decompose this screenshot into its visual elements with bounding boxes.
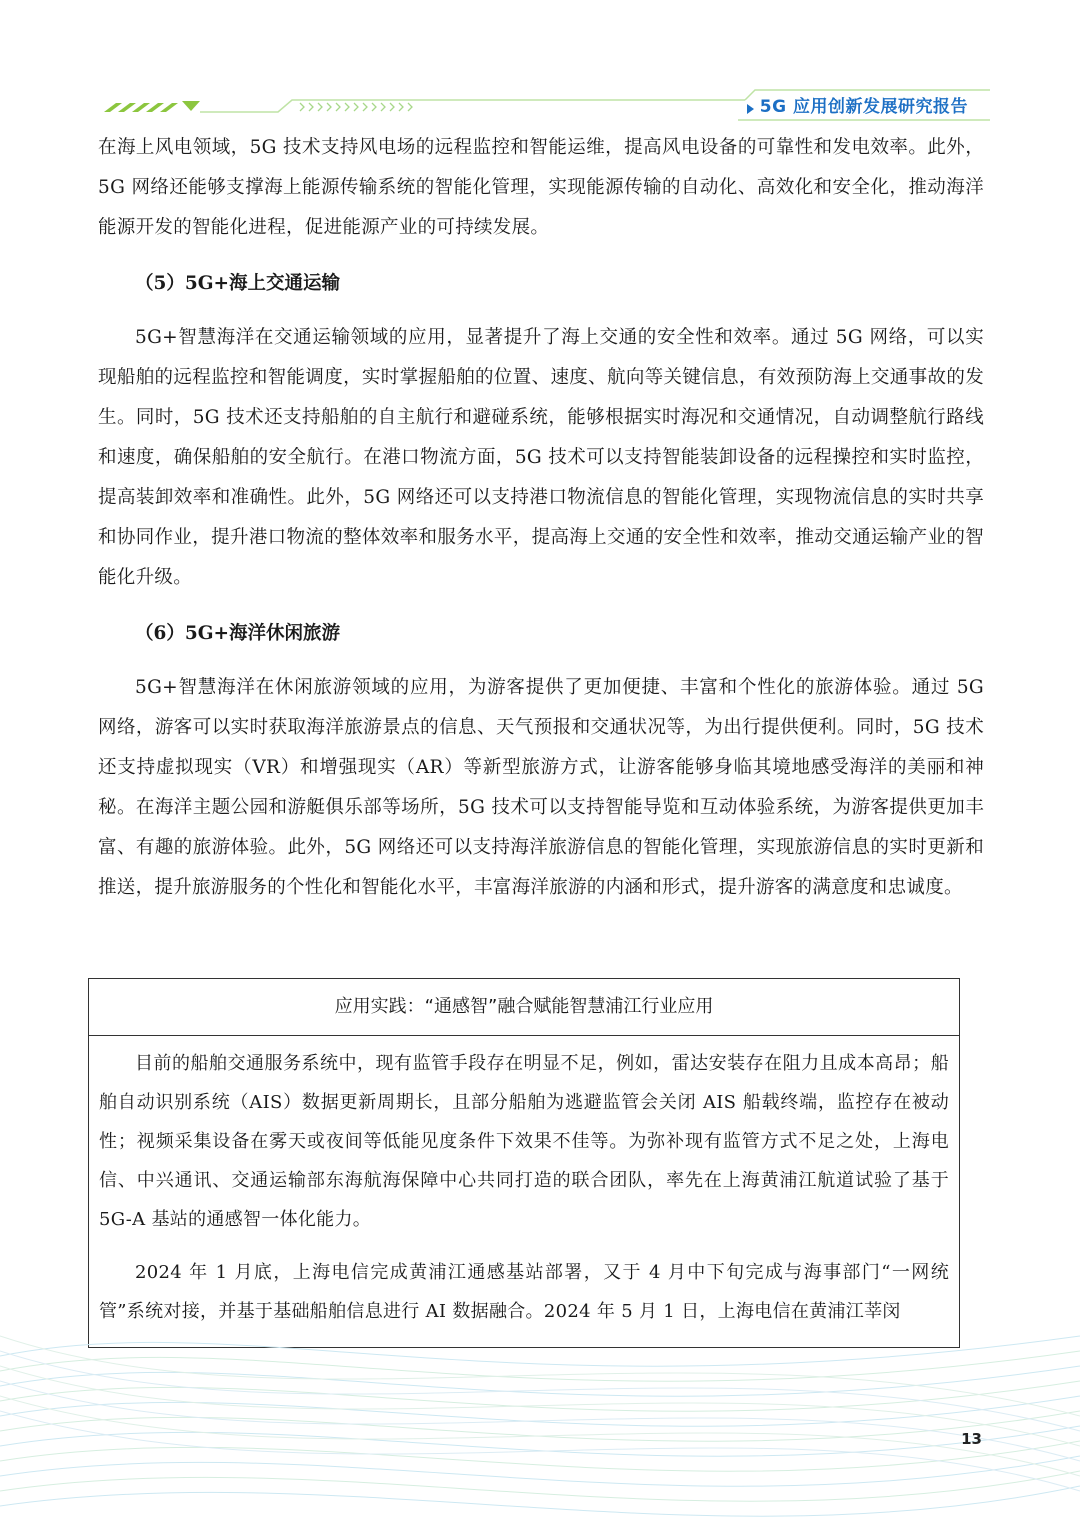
case-paragraph-2: 2024 年 1 月底，上海电信完成黄浦江通感基站部署，又于 4 月中下旬完成与海事部门“一网统管”系统对接，并基于基础船舶信息进行 AI 数据融合。2024 年 5 月 1 日，上海电信在黄浦江莘闵 xyxy=(99,1262,949,1322)
header-decoration xyxy=(0,0,1080,140)
footer-wave-decoration xyxy=(0,1296,1080,1526)
main-content xyxy=(98,128,984,908)
section-6-paragraph: 5G+智慧海洋在休闲旅游领域的应用，为游客提供了更加便捷、丰富和个性化的旅游体验。通过 5G 网络，游客可以实时获取海洋旅游景点的信息、天气预报和交通状况等，为出行提供便利。同时，5G 技术还支持虚拟现实（VR）和增强现实（AR）等新型旅游方式，让游客能够身临其境地感受海洋的美丽和神秘。在海洋主题公园和游艇俱乐部等场所，5G 技术可以支持智能导览和互动体验系统，为游客提供更加丰富、有趣的旅游体验。此外，5G 网络还可以支持海洋旅游信息的智能化管理，实现旅游信息的实时更新和推送，提升旅游服务的个性化和智能化水平，丰富海洋旅游的内涵和形式，提升游客的满意度和忠诚度。 xyxy=(98,677,984,898)
section-5-paragraph: 5G+智慧海洋在交通运输领域的应用，显著提升了海上交通的安全性和效率。通过 5G 网络，可以实现船舶的远程监控和智能调度，实时掌握船舶的位置、速度、航向等关键信息，有效预防海上交通事故的发生。同时，5G 技术还支持船舶的自主航行和避碰系统，能够根据实时海况和交通情况，自动调整航行路线和速度，确保船舶的安全航行。在港口物流方面，5G 技术可以支持智能装卸设备的远程操控和实时监控，提高装卸效率和准确性。此外，5G 网络还可以支持港口物流信息的智能化管理，实现物流信息的实时共享和协同作业，提升港口物流的整体效率和服务水平，提高海上交通的安全性和效率，推动交通运输产业的智能化升级。 xyxy=(98,327,984,588)
intro-paragraph: 在海上风电领域，5G 技术支持风电场的远程监控和智能运维，提高风电设备的可靠性和发电效率。此外，5G 网络还能够支撑海上能源传输系统的智能化管理，实现能源传输的自动化、高效化和安全化，推动海洋能源开发的智能化进程，促进能源产业的可持续发展。 xyxy=(98,137,984,238)
report-title: 5G 应用创新发展研究报告 xyxy=(759,97,968,117)
section-6-heading: （6）5G+海洋休闲旅游 xyxy=(135,623,341,644)
title-marker-icon xyxy=(747,104,754,114)
case-study-body xyxy=(89,1036,959,1331)
section-5-heading: （5）5G+海上交通运输 xyxy=(135,273,341,294)
header-triangle xyxy=(182,101,200,111)
header-stripes xyxy=(104,103,178,112)
case-study-title: 应用实践：“通感智”融合赋能智慧浦江行业应用 xyxy=(89,979,959,1036)
case-study-box xyxy=(88,978,960,1348)
page-number: 13 xyxy=(961,1430,982,1448)
header-chevrons xyxy=(300,103,412,111)
case-paragraph-1: 目前的船舶交通服务系统中，现有监管手段存在明显不足，例如，雷达安装存在阻力且成本高昂；船舶自动识别系统（AIS）数据更新周期长，且部分船舶为逃避监管会关闭 AIS 船载终端，监控存在被动性；视频采集设备在雾天或夜间等低能见度条件下效果不佳等。为弥补现有监管方式不足之处，上海电信、中兴通讯、交通运输部东海航海保障中心共同打造的联合团队，率先在上海黄浦江航道试验了基于 5G-A 基站的通感智一体化能力。 xyxy=(99,1053,949,1230)
page-header xyxy=(0,0,1080,140)
